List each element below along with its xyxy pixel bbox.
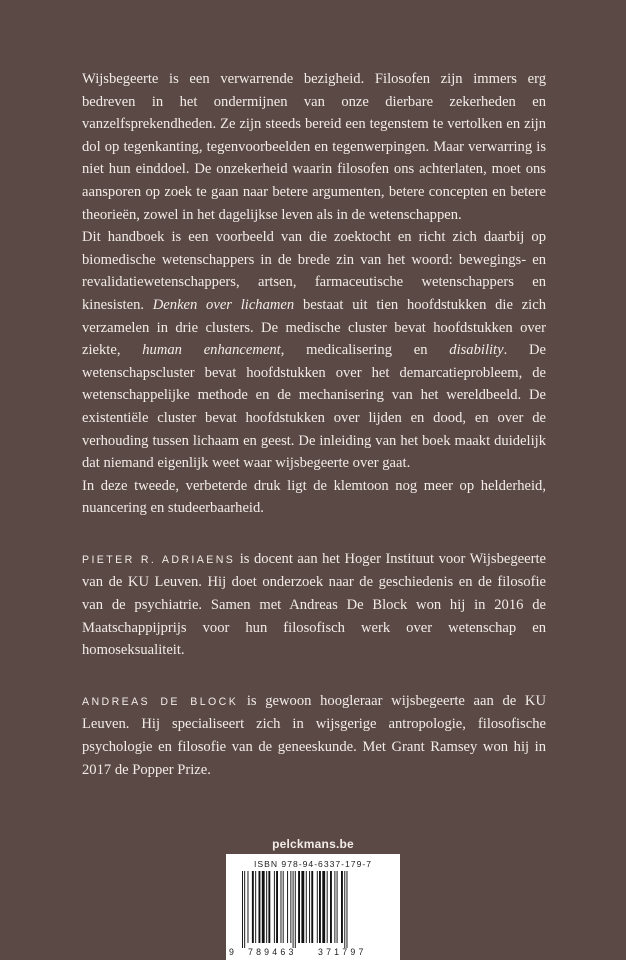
barcode-bar (319, 871, 321, 943)
barcode-bar (295, 871, 296, 948)
author-name-2: ANDREAS DE BLOCK (82, 695, 239, 708)
barcode-bar (259, 871, 261, 943)
barcode-first-digit: 9 (229, 947, 234, 957)
author-bio-text-1: is docent aan het Hoger Instituut voor Wijsbegeerte van de KU Leuven. Hij doet onderzoek naar de geschiedenis en de filosofie van de psychiatrie. Samen met Andreas De Block won hij in 2016 de Maatschappijprijs voor hun filosofisch werk over wetenschap en homoseksualiteit. (82, 550, 546, 659)
barcode-bar (266, 871, 267, 943)
barcode-bar (283, 871, 284, 943)
publisher-url: pelckmans.be (272, 837, 354, 851)
barcode-bar (301, 871, 304, 943)
barcode-bar (309, 871, 310, 943)
barcode-bar (317, 871, 318, 943)
barcode-bar (330, 871, 332, 943)
barcode-bar (311, 871, 313, 943)
disability-italic: disability (449, 342, 504, 359)
barcode-bar (287, 871, 288, 943)
intro-p2-a: Dit handboek is een voorbeeld van die zoektocht en richt zich daarbij op biomedische wetenschappers in de brede zin van het woord: bewegings- en revalidatiewetenschappers, artsen, farmaceutische wetenschappers en kinesisten. (82, 229, 546, 313)
barcode-bar (244, 871, 245, 948)
barcode-left-group: 789463 (248, 947, 297, 957)
intro-p2-d: . De wetenschapscluster bevat hoofdstukken over het demarcatieprobleem, de wetenschappelijke methode en de mechanisering van het wereldbeeld. De existentiële cluster bevat hoofdstukken over lijden en dood, en over de verhouding tussen lichaam en geest. De inleiding van het boek maakt duidelijk dat niemand eigenlijk weet waar wijsbegeerte over gaat. (82, 342, 546, 472)
barcode-bar (344, 871, 345, 948)
book-title-italic: Denken over lichamen (152, 296, 295, 313)
human-enhancement-italic: human enhancement (142, 342, 281, 359)
isbn-label: ISBN 978-94-6337-179-7 (253, 859, 373, 869)
author-bio-text-2: is gewoon hoogleraar wijsbegeerte aan de KU Leuven. Hij specialiseert zich in wijsgerige antropologie, filosofische psychologie en filosofie van de geneeskunde. Met Grant Ramsey won hij in 2017 de Popper Prize. (82, 692, 546, 778)
barcode-bar (262, 871, 265, 943)
barcode-bar (268, 871, 270, 943)
barcode-bar (337, 871, 338, 943)
barcode-bar (347, 871, 348, 948)
intro-paragraph-1: Wijsbegeerte is een verwarrende bezigheid. Filosofen zijn immers erg bedreven in het ondermijnen van onze dierbare zekerheden en vanzelfsprekendheden. Ze zijn steeds bereid een tegenstem te vertolken en zijn dol op tegenkanting, tegenvoorbeelden en tegenwerpingen. Maar verwarring is niet hun einddoel. De onzekerheid waarin filosofen ons achterlaten, moet ons aansporen op zoek te gaan naar betere argumenten, betere concepten en betere theorieën, zowel in het dagelijkse leven als in de wetenschappen. (82, 71, 546, 223)
isbn-barcode (226, 854, 400, 960)
barcode-bar (255, 871, 256, 943)
barcode-bar (327, 871, 328, 943)
barcode-bar (306, 871, 307, 943)
barcode-bar (274, 871, 275, 943)
author-bio-1 (82, 548, 546, 662)
barcode-bar (290, 871, 291, 943)
barcode-bar (248, 871, 249, 943)
barcode-bar (252, 871, 254, 943)
barcode-bar (334, 871, 335, 943)
barcode-bar (242, 871, 243, 948)
intro-paragraph-3: In deze tweede, verbeterde druk ligt de klemtoon nog meer op helderheid, nuancering en studeerbaarheid. (82, 477, 546, 517)
intro-paragraph-2 (82, 226, 546, 475)
barcode-bar (276, 871, 278, 943)
intro-p2-c: , medicalisering en (280, 342, 450, 359)
back-cover-text (82, 68, 546, 781)
intro-p2-b: bestaat uit tien hoofdstukken die zich verzamelen in drie clusters. De medische cluster bevat hoofdstukken over ziekte, (82, 296, 546, 359)
barcode-right-group: 371797 (318, 947, 367, 957)
author-name-1: PIETER R. ADRIAENS (82, 553, 236, 566)
barcode-bar (341, 871, 343, 943)
author-bio-2 (82, 690, 546, 781)
barcode-bar (322, 871, 325, 943)
barcode-bar (298, 871, 300, 943)
barcode-bar (293, 871, 294, 948)
barcode-bar (281, 871, 282, 943)
barcode-bars (238, 871, 388, 948)
